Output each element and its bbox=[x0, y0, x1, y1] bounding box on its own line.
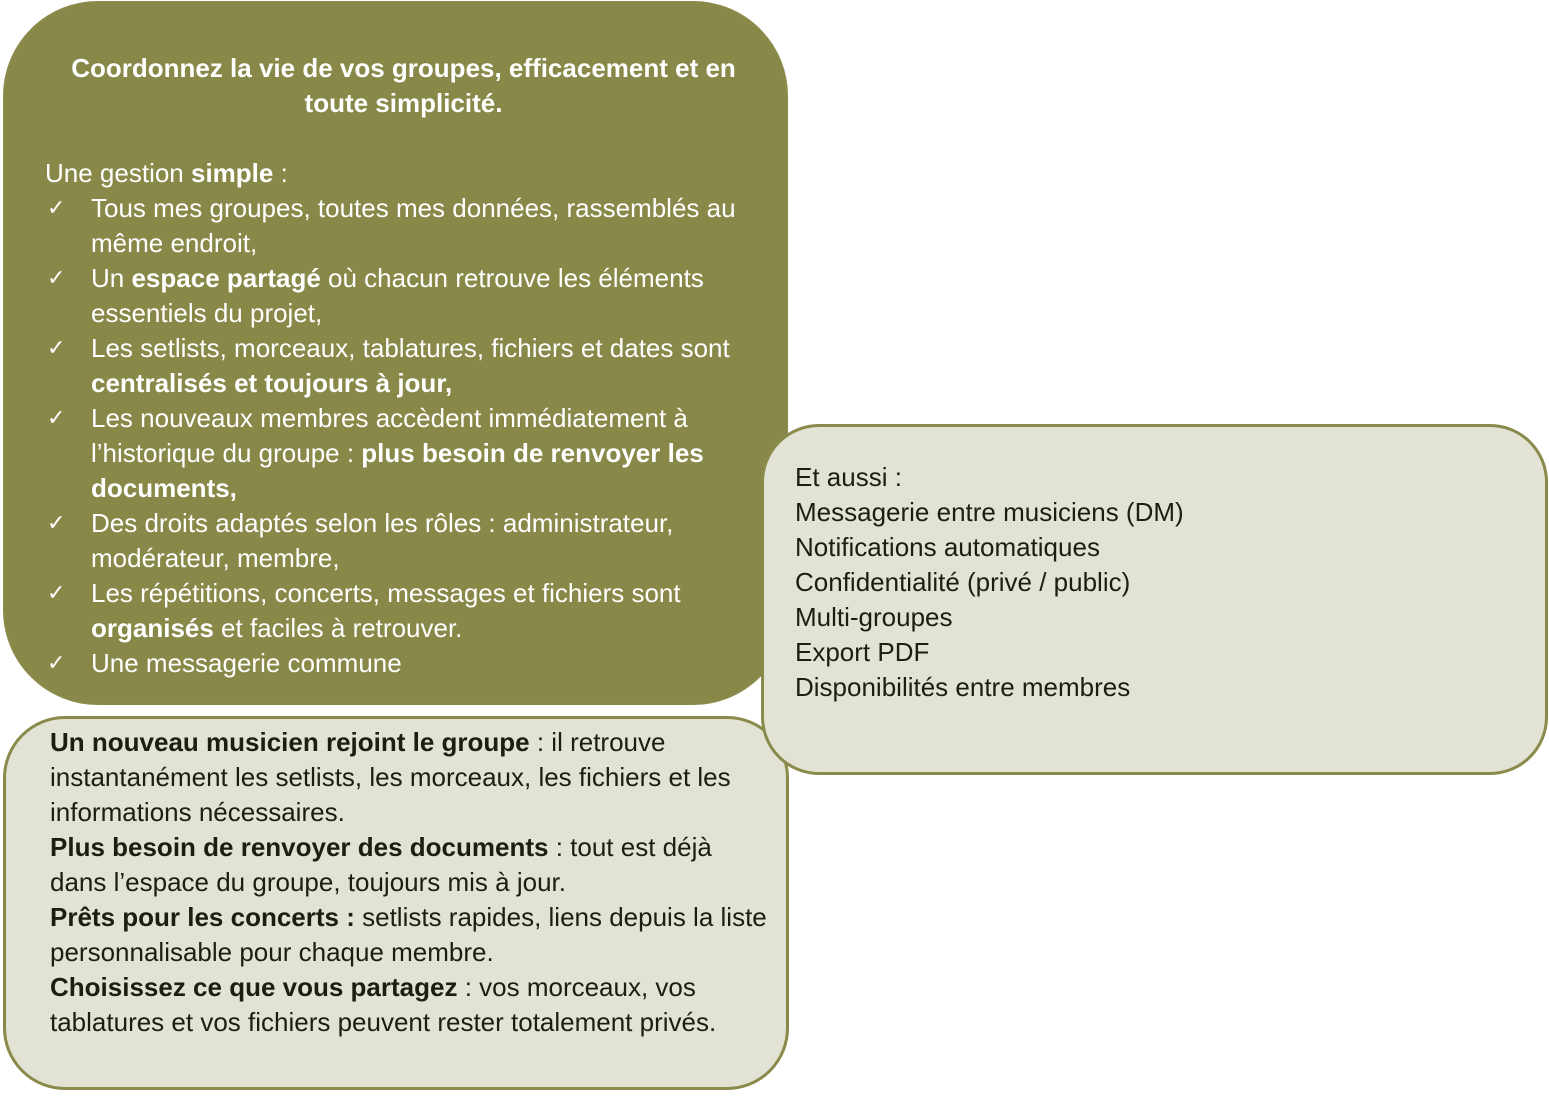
new-member-box bbox=[3, 716, 789, 1090]
checklist-item bbox=[45, 261, 762, 331]
checklist-item-before: Des droits adaptés selon les rôles : administrateur, modérateur, membre, bbox=[91, 508, 674, 573]
checklist-item-bold: espace partagé bbox=[131, 263, 321, 293]
check-icon: ✓ bbox=[47, 581, 66, 606]
benefit-text: : tout est déjà dans l’espace du groupe, toujours mis à jour. bbox=[50, 832, 712, 897]
benefit-paragraph bbox=[50, 830, 772, 900]
checklist-item-bold: plus besoin de renvoyer les documents, bbox=[91, 438, 704, 503]
checklist-item bbox=[45, 401, 762, 506]
checklist-item-before: Les nouveaux membres accèdent immédiatement à l’historique du groupe : bbox=[91, 403, 688, 468]
also-feature-item: Messagerie entre musiciens (DM) bbox=[795, 497, 1184, 527]
check-icon: ✓ bbox=[47, 511, 66, 536]
checklist-item bbox=[45, 646, 762, 681]
benefit-paragraph bbox=[50, 970, 772, 1040]
check-icon: ✓ bbox=[47, 336, 66, 361]
checklist-item-bold: centralisés et toujours à jour, bbox=[91, 368, 453, 398]
check-icon: ✓ bbox=[47, 266, 66, 291]
benefit-text: : il retrouve instantanément les setlists, les morceaux, les fichiers et les informations nécessaires. bbox=[50, 727, 731, 827]
checklist-item-after: et faciles à retrouver. bbox=[213, 613, 463, 643]
benefit-heading: Un nouveau musicien rejoint le groupe bbox=[50, 727, 530, 757]
benefit-paragraph bbox=[50, 725, 772, 830]
also-features-box bbox=[761, 424, 1548, 775]
checklist-item-before: Les répétitions, concerts, messages et fichiers sont bbox=[91, 578, 681, 608]
check-icon: ✓ bbox=[47, 406, 66, 431]
benefit-heading: Prêts pour les concerts : bbox=[50, 902, 355, 932]
feature-checklist bbox=[45, 191, 762, 681]
also-feature-item: Notifications automatiques bbox=[795, 532, 1100, 562]
check-icon: ✓ bbox=[47, 651, 66, 676]
also-feature-item: Multi-groupes bbox=[795, 602, 953, 632]
check-icon: ✓ bbox=[47, 196, 66, 221]
checklist-item bbox=[45, 331, 762, 401]
also-feature-item: Disponibilités entre membres bbox=[795, 672, 1131, 702]
intro-line bbox=[45, 156, 762, 191]
checklist-item-before: Les setlists, morceaux, tablatures, fichiers et dates sont bbox=[91, 333, 730, 363]
also-heading: Et aussi : bbox=[795, 462, 902, 492]
checklist-item bbox=[45, 576, 762, 646]
main-title: Coordonnez la vie de vos groupes, efficacement et en toute simplicité. bbox=[71, 53, 736, 118]
main-features-box bbox=[3, 1, 788, 705]
intro-before: Une gestion bbox=[45, 158, 191, 188]
benefit-paragraph bbox=[50, 900, 772, 970]
checklist-item-after: où chacun retrouve les éléments essentiels du projet, bbox=[91, 263, 704, 328]
intro-after: : bbox=[273, 158, 288, 188]
checklist-item-before: Tous mes groupes, toutes mes données, rassemblés au même endroit, bbox=[91, 193, 736, 258]
intro-bold: simple bbox=[190, 158, 274, 188]
benefit-heading: Plus besoin de renvoyer des documents bbox=[50, 832, 549, 862]
benefit-text: : vos morceaux, vos tablatures et vos fichiers peuvent rester totalement privés. bbox=[50, 972, 717, 1037]
also-feature-item: Export PDF bbox=[795, 637, 930, 667]
benefit-text: setlists rapides, liens depuis la liste personnalisable pour chaque membre. bbox=[50, 902, 767, 967]
also-feature-item: Confidentialité (privé / public) bbox=[795, 567, 1131, 597]
checklist-item-bold: organisés bbox=[91, 613, 214, 643]
checklist-item-before: Une messagerie commune bbox=[91, 648, 402, 678]
benefit-heading: Choisissez ce que vous partagez bbox=[50, 972, 458, 1002]
checklist-item bbox=[45, 191, 762, 261]
checklist-item bbox=[45, 506, 762, 576]
checklist-item-before: Un bbox=[91, 263, 132, 293]
